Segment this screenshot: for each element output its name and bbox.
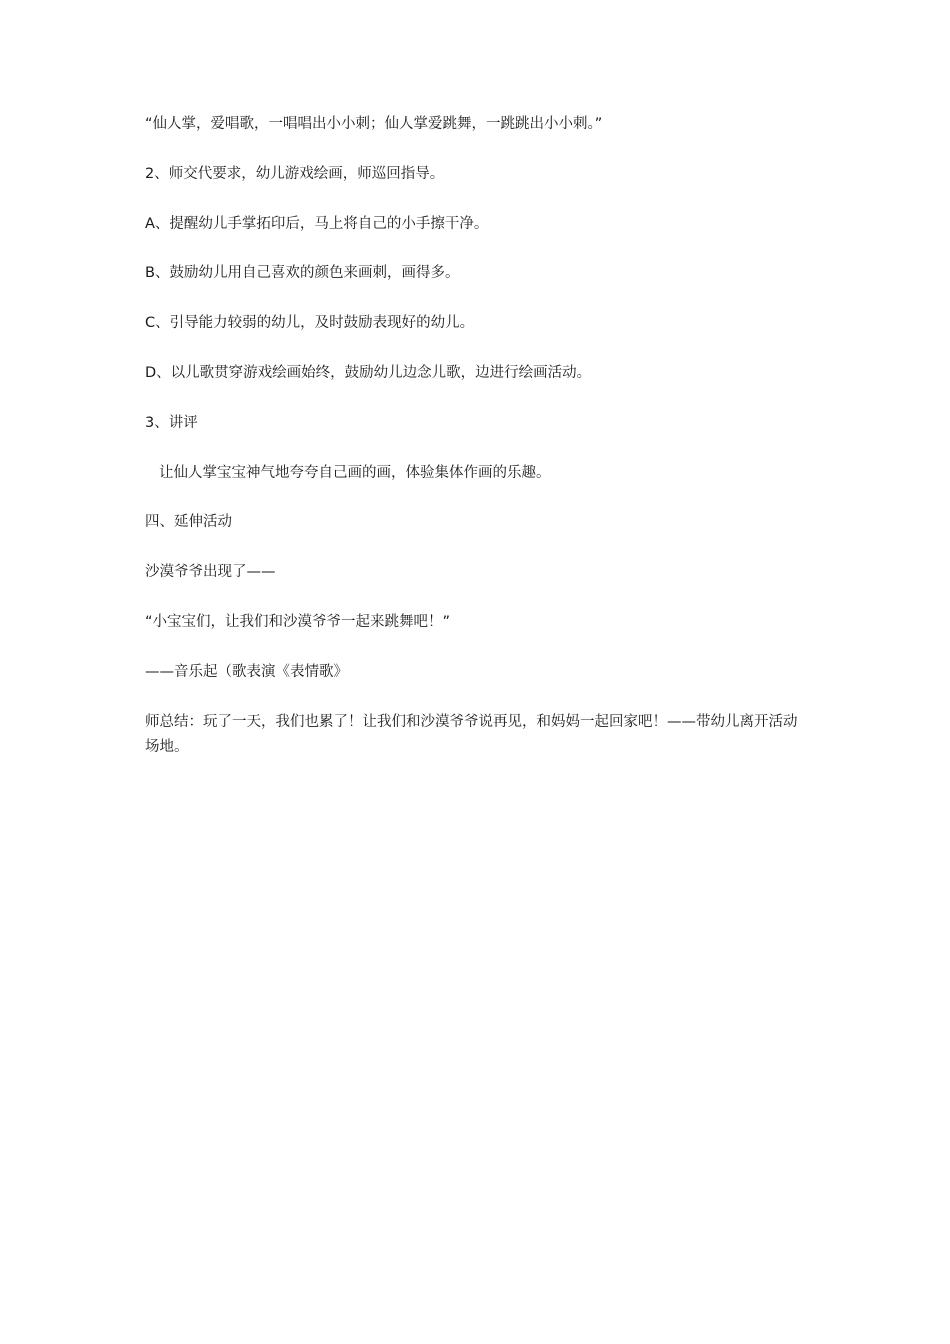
item-d: D、以儿歌贯穿游戏绘画始终，鼓励幼儿边念儿歌，边进行绘画活动。 [145,364,592,381]
step-3-review: 3、讲评 [145,414,198,431]
music-starts: ——音乐起（歌表演《表情歌》 [145,663,348,680]
quote-song-cactus: “仙人掌，爱唱歌，一唱唱出小小刺；仙人掌爱跳舞，一跳跳出小小刺。” [145,116,603,132]
item-c: C、引导能力较弱的幼儿，及时鼓励表现好的幼儿。 [145,315,475,332]
step-2-requirements: 2、师交代要求，幼儿游戏绘画，师巡回指导。 [145,165,445,182]
review-description: 让仙人掌宝宝神气地夸夸自己画的画，体验集体作画的乐趣。 [159,464,551,481]
quote-dance-invite: “小宝宝们，让我们和沙漠爷爷一起来跳舞吧！” [145,613,451,630]
item-b: B、鼓励幼儿用自己喜欢的颜色来画刺，画得多。 [145,265,460,282]
item-a: A、提醒幼儿手掌拓印后，马上将自己的小手擦干净。 [145,215,489,232]
teacher-summary: 师总结：玩了一天，我们也累了！让我们和沙漠爷爷说再见，和妈妈一起回家吧！——带幼儿离开活动场地。 [145,713,798,755]
desert-grandpa-appears: 沙漠爷爷出现了—— [145,564,276,581]
document-body [145,112,810,784]
section-4-heading: 四、延伸活动 [145,514,232,531]
